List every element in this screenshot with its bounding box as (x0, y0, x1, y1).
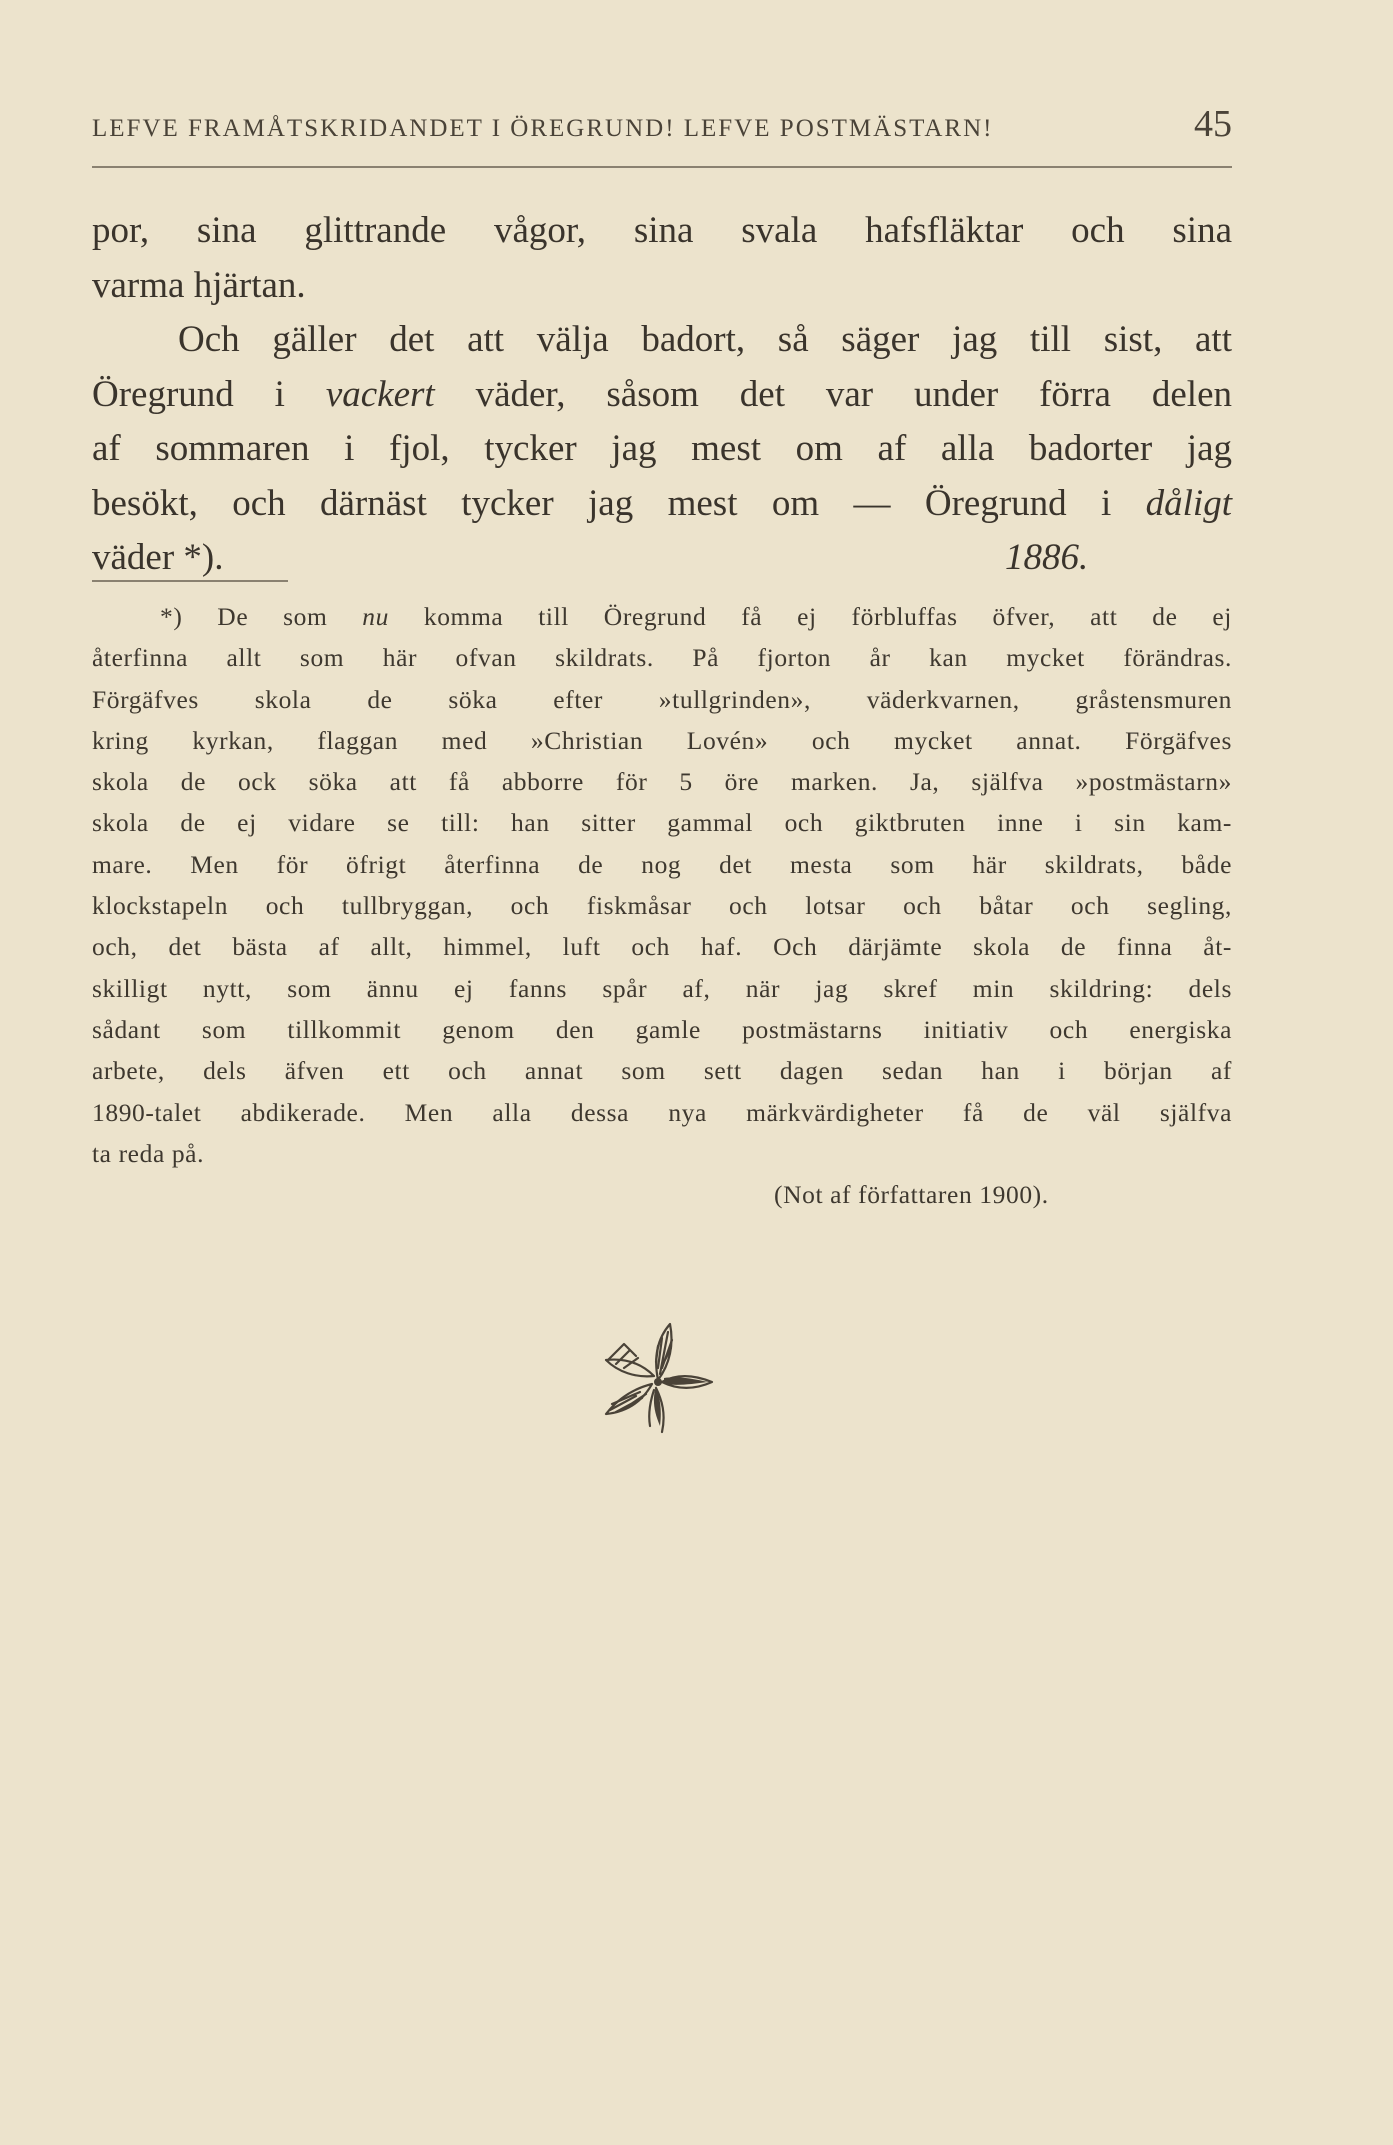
date: 1886. (1005, 537, 1089, 578)
emphasis-vackert: vackert (325, 373, 435, 415)
body-text-segment: Öregrund i (92, 373, 326, 415)
footnote-line-6: skola de ej vidare se till: han sitter gammal och giktbruten inne i sin kam- (92, 808, 1232, 838)
floral-ornament-icon (596, 1318, 720, 1436)
footnote-line-1 (92, 596, 1232, 637)
body-text-segment: väder, såsom det var under förra delen (434, 373, 1232, 415)
body-line-6 (92, 477, 1232, 532)
footnote-line-2: återfinna allt som här ofvan skildrats. På fjorton år kan mycket förändras. (92, 643, 1232, 673)
footnote-line-13: 1890-talet abdikerade. Men alla dessa nya märkvärdigheter få de väl själfva (92, 1097, 1232, 1127)
footnote-line-4: kring kyrkan, flaggan med »Christian Lovén» och mycket annat. Förgäfves (92, 725, 1232, 755)
footnote-line-10: skilligt nytt, som ännu ej fanns spår af, när jag skref min skildring: dels (92, 973, 1232, 1003)
footnote-line-14: ta reda på. (92, 1138, 205, 1168)
body-line-4 (92, 368, 1232, 423)
footnote-segment: komma till Öregrund få ej förbluffas öfver, att de ej (388, 602, 1232, 631)
footnote-line-8: klockstapeln och tullbryggan, och fiskmåsar och lotsar och båtar och segling, (92, 891, 1232, 921)
body-text (92, 204, 1232, 586)
body-text-segment: besökt, och därnäst tycker jag mest om — Öregrund i (92, 482, 1146, 524)
body-text-segment: väder *). (92, 537, 224, 578)
body-line-2: varma hjärtan. (92, 264, 306, 306)
footnote-line-12: arbete, dels äfven ett och annat som sett dagen sedan han i början af (92, 1056, 1232, 1086)
footnote-line-15 (92, 1174, 1232, 1215)
header-rule (92, 166, 1232, 168)
footnote-line-9: och, det bästa af allt, himmel, luft och haf. Och därjämte skola de finna åt- (92, 932, 1232, 962)
body-line-5: af sommaren i fjol, tycker jag mest om af alla badorter jag (92, 428, 1232, 469)
footnote-line-3: Förgäfves skola de söka efter »tullgrinden», väderkvarnen, gråstensmuren (92, 684, 1232, 714)
author-note: (Not af författaren 1900). (774, 1180, 1049, 1210)
footnote-rule (92, 580, 288, 582)
footnote-line-11: sådant som tillkommit genom den gamle postmästarns initiativ och energiska (92, 1014, 1232, 1044)
running-title: LEFVE FRAMÅTSKRIDANDET I ÖREGRUND! LEFVE POSTMÄSTARN! (92, 115, 994, 142)
body-line-3: Och gäller det att välja badort, så säger jag till sist, att (178, 319, 1232, 360)
body-line-7 (92, 531, 1232, 586)
footnote-line-5: skola de ock söka att få abborre för 5 öre marken. Ja, själfva »postmästarn» (92, 767, 1232, 797)
body-line-1: por, sina glittrande vågor, sina svala hafsfläktar och sina (92, 210, 1232, 251)
footnote (92, 596, 1232, 1215)
emphasis-daligt: dåligt (1145, 482, 1232, 524)
footnote-line-7: mare. Men för öfrigt återfinna de nog det mesta som här skildrats, både (92, 849, 1232, 879)
footnote-segment: *) De som (160, 602, 363, 631)
running-header (92, 102, 1232, 146)
page-number: 45 (1194, 103, 1232, 145)
emphasis-nu: nu (362, 602, 389, 631)
